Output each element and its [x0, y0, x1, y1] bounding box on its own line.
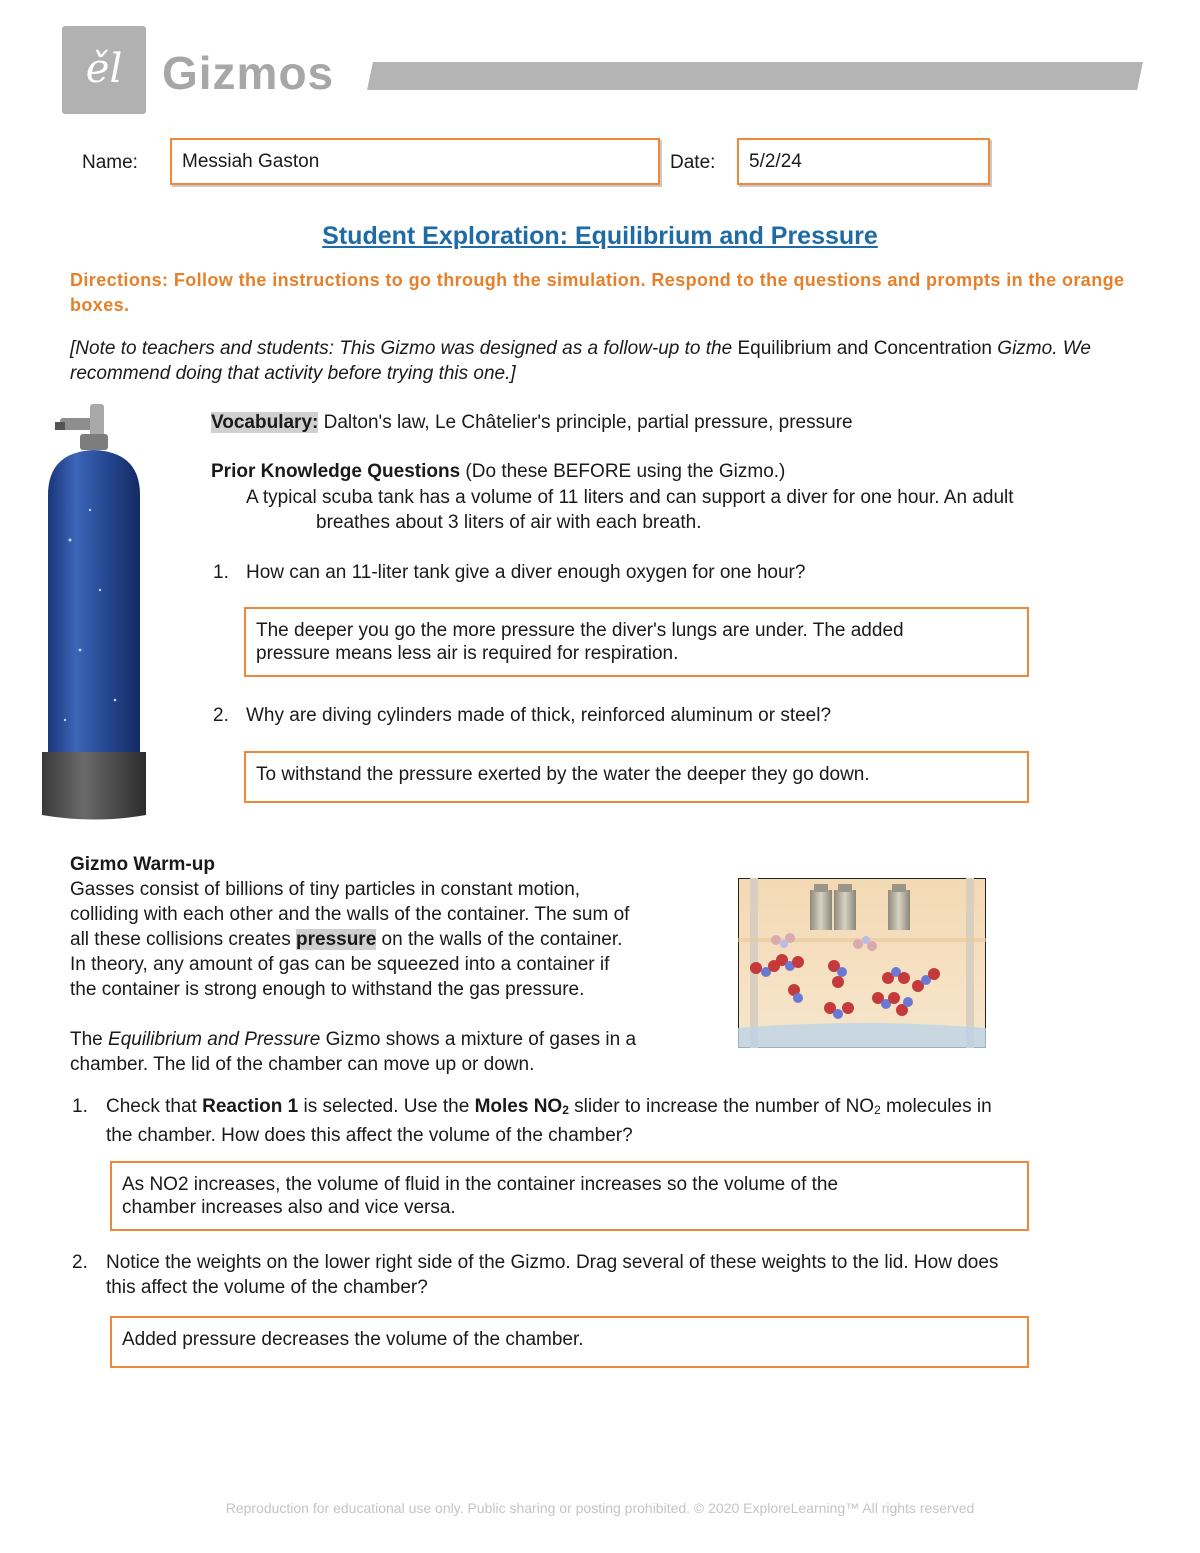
- warmup-p2-line1c: Gizmo shows a mixture of gases in a: [320, 1029, 637, 1050]
- note-part3: Gizmo. We recommend doing that activity before trying this one.]: [70, 338, 1091, 384]
- warmup-answer-2[interactable]: [110, 1316, 1029, 1368]
- moles-no2-sub: 2: [562, 1103, 569, 1117]
- logo-glyph: ěl: [85, 46, 123, 92]
- date-label: Date:: [670, 152, 716, 173]
- prior-question-2: Why are diving cylinders made of thick, reinforced aluminum or steel?: [246, 705, 832, 726]
- prior-answer-2-line1: To withstand the pressure exerted by the water the deeper they go down.: [256, 764, 870, 785]
- warmup-p1-line3c: on the walls of the container.: [376, 929, 623, 950]
- warmup-p1-line3: [70, 927, 730, 952]
- gizmo-name: Equilibrium and Pressure: [108, 1029, 321, 1050]
- prior-question-1: How can an 11-liter tank give a diver enough oxygen for one hour?: [246, 562, 806, 583]
- warmup-q2-line2: this affect the volume of the chamber?: [106, 1277, 428, 1298]
- prior-answer-1-line2: pressure means less air is required for respiration.: [256, 643, 679, 664]
- gizmos-logo-text: Gizmos: [162, 47, 335, 99]
- note-part1: [Note to teachers and students: This Gizmo was designed as a follow-up to the: [70, 338, 738, 359]
- gizmos-logo-icon: [62, 26, 146, 114]
- warmup-p1-line2: colliding with each other and the walls of the container. The sum of: [70, 904, 630, 925]
- header-bar: [367, 62, 1143, 90]
- warmup-answer-2-line1: Added pressure decreases the volume of the chamber.: [122, 1329, 584, 1350]
- warmup-paragraph-2: [70, 1027, 730, 1077]
- warmup-question-2-number: 2.: [72, 1252, 88, 1273]
- prior-heading-note: (Do these BEFORE using the Gizmo.): [460, 461, 786, 482]
- warmup-question-1-number: 1.: [72, 1096, 88, 1117]
- prior-answer-1-line1: The deeper you go the more pressure the diver's lungs are under. The added: [256, 620, 904, 641]
- scuba-tank-icon: [30, 400, 165, 830]
- warmup-question-1: [106, 1094, 1146, 1148]
- warmup-p1-line4: In theory, any amount of gas can be squeezed into a container if: [70, 954, 610, 975]
- warmup-q1-t2: is selected. Use the: [298, 1096, 475, 1117]
- prior-heading: Prior Knowledge Questions: [211, 461, 461, 482]
- vocabulary-line: [211, 410, 853, 435]
- warmup-heading: Gizmo Warm-up: [70, 854, 215, 875]
- warmup-p2-line1a: The: [70, 1029, 109, 1050]
- prior-intro-line2: breathes about 3 liters of air with each breath.: [316, 512, 702, 533]
- moles-no2-term: [475, 1096, 569, 1117]
- prior-answer-1[interactable]: [244, 607, 1029, 677]
- warmup-answer-1-line2: chamber increases also and vice versa.: [122, 1197, 456, 1218]
- warmup-p2-line2: chamber. The lid of the chamber can move up or down.: [70, 1054, 535, 1075]
- prior-answer-2[interactable]: [244, 751, 1029, 803]
- warmup-p2-line1: [70, 1027, 730, 1052]
- page-title: Student Exploration: Equilibrium and Pressure: [322, 222, 878, 250]
- warmup-q1-t3: slider to increase the number of NO: [568, 1096, 875, 1117]
- vocabulary-label: Vocabulary:: [211, 412, 319, 433]
- teacher-note: [70, 336, 1140, 386]
- pressure-term: pressure: [296, 929, 377, 950]
- name-label: Name:: [82, 152, 138, 173]
- date-field[interactable]: 5/2/24: [737, 138, 990, 185]
- moles-no2-label: Moles NO: [474, 1096, 563, 1117]
- gizmo-chamber-image: [738, 878, 986, 1048]
- warmup-q1-t3sub: 2: [874, 1103, 881, 1117]
- warmup-p1-line5: the container is strong enough to withstand the gas pressure.: [70, 979, 585, 1000]
- warmup-q1-t4: molecules in: [880, 1096, 992, 1117]
- warmup-p1-line3a: all these collisions creates: [70, 929, 296, 950]
- warmup-q1-line2: the chamber. How does this affect the volume of the chamber?: [106, 1125, 633, 1146]
- reaction-1-term: Reaction 1: [202, 1096, 299, 1117]
- prior-intro-line1: A typical scuba tank has a volume of 11 liters and can support a diver for one hour. An adult: [246, 487, 1014, 508]
- vocabulary-terms: Dalton's law, Le Châtelier's principle, partial pressure, pressure: [318, 412, 853, 433]
- name-field[interactable]: Messiah Gaston: [170, 138, 660, 185]
- warmup-p1-line1: Gasses consist of billions of tiny particles in constant motion,: [70, 879, 581, 900]
- warmup-question-2: [106, 1250, 1146, 1300]
- footer-copyright: Reproduction for educational use only. Public sharing or posting prohibited. © 2020 ExploreLearning™ All rights reserved: [225, 1500, 975, 1516]
- warmup-q1-t1: Check that: [106, 1096, 203, 1117]
- note-part2: Equilibrium and Concentration: [737, 338, 993, 359]
- prior-question-1-number: 1.: [213, 562, 229, 583]
- prior-knowledge-heading: [211, 459, 785, 484]
- warmup-answer-1-line1: As NO2 increases, the volume of fluid in the container increases so the volume of the: [122, 1174, 839, 1195]
- warmup-q1-line1: [106, 1094, 1146, 1123]
- warmup-answer-1[interactable]: [110, 1161, 1029, 1231]
- directions-text: Directions: Follow the instructions to go through the simulation. Respond to the questions and prompts in the orange boxes.: [70, 270, 1125, 315]
- warmup-q2-line1: Notice the weights on the lower right side of the Gizmo. Drag several of these weights to the lid. How does: [106, 1252, 999, 1273]
- prior-question-2-number: 2.: [213, 705, 229, 726]
- warmup-paragraph-1: [70, 877, 730, 1002]
